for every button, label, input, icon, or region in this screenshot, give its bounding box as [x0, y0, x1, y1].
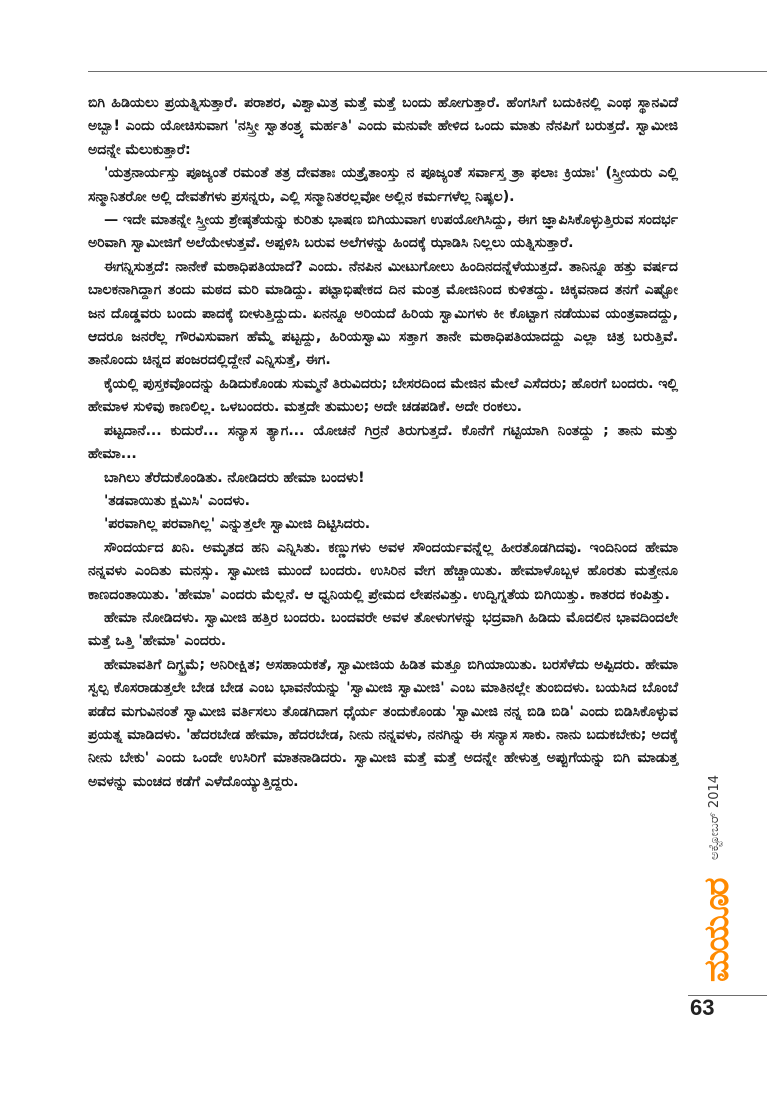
paragraph-text: ಬಾಗಿಲು ತೆರೆದುಕೊಂಡಿತು. ನೋಡಿದರು ಹೇಮಾ ಬಂದಳು! [104, 469, 365, 486]
paragraph-text: — ಇದೇ ಮಾತನ್ನೇ ಸ್ತ್ರೀಯ ಶ್ರೇಷ್ಠತೆಯನ್ನು ಕುರಿತು ಭಾಷಣ ಬಿಗಿಯುವಾಗ ಉಪಯೋಗಿಸಿದ್ದು, ಈಗ ಜ್ಞಾಪಿಸಿಕೊಳ್ಳುತ್ತಿರುವ ಸಂದರ್ಭ ಅರಿವಾಗಿ ಸ್ವಾಮೀಜಿಗೆ ಅಲೆಯೇಳುತ್ತವೆ. ಅಪ್ಪಳಿಸಿ ಬರುವ ಅಲೆಗಳನ್ನು ಹಿಂದಕ್ಕೆ ಝಾಡಿಸಿ ನಿಲ್ಲಲು ಯತ್ನಿಸುತ್ತಾರೆ. [88, 212, 678, 252]
paragraph-text: 'ತಡವಾಯಿತು ಕ್ಷಮಿಸಿ' ಎಂದಳು. [104, 492, 250, 509]
paragraph [88, 420, 678, 467]
paragraph-text: ಕೈಯಲ್ಲಿ ಪುಸ್ತಕವೊಂದನ್ನು ಹಿಡಿದುಕೊಂಡು ಸುಮ್ಮನೆ ತಿರುವಿದರು; ಬೇಸರದಿಂದ ಮೇಜಿನ ಮೇಲೆ ಎಸೆದರು; ಹೊರಗೆ ಬಂದರು. ಇಲ್ಲಿ ಹೇಮಾಳ ಸುಳಿವು ಕಾಣಲಿಲ್ಲ. ಒಳಬಂದರು. ಮತ್ತದೇ ತುಮುಲ; ಅದೇ ಚಡಪಡಿಕೆ. ಅದೇ ರಂಕಲು. [88, 375, 678, 416]
paragraph: ಬಿಗಿ ಹಿಡಿಯಲು ಪ್ರಯತ್ನಿಸುತ್ತಾರೆ. ಪರಾಶರ, ವಿಶ್ವಾಮಿತ್ರ ಮತ್ತೆ ಮತ್ತೆ ಬಂದು ಹೋಗುತ್ತಾರೆ. ಹೆಂಗಸಿಗೆ ಬದುಕಿನಲ್ಲಿ ಎಂಥ ಸ್ಥಾನವಿದೆ ಅಬ್ಬಾ! ಎಂದು ಯೋಚಿಸುವಾಗ 'ನಸ್ತ್ರೀ ಸ್ವಾತಂತ್ರ್ಯ ಮರ್ಹತಿ' ಎಂದು ಮನುವೇ ಹೇಳಿದ ಒಂದು ಮಾತು ನೆನಪಿಗೆ ಬರುತ್ತದೆ. ಸ್ವಾಮೀಜಿ ಅದನ್ನೇ ಮೆಲುಕುತ್ತಾರೆ: [88, 95, 678, 158]
paragraph-text: ಪಟ್ಟದಾನೆ... ಕುದುರೆ... ಸನ್ಯಾಸ ತ್ಯಾಗ... ಯೋಚನೆ ಗಿರ್ರನೆ ತಿರುಗುತ್ತದೆ. ಕೊನೆಗೆ ಗಟ್ಟಿಯಾಗಿ ನಿಂತದ್ದು ; ತಾನು ಮತ್ತು ಹೇಮಾ... [88, 422, 678, 463]
paragraph [88, 162, 678, 209]
top-rule [88, 71, 767, 72]
paragraph-text: ಹೇಮಾ ನೋಡಿದಳು. ಸ್ವಾಮೀಜಿ ಹತ್ತಿರ ಬಂದರು. ಬಂದವರೇ ಅವಳ ತೋಳುಗಳನ್ನು ಭದ್ರವಾಗಿ ಹಿಡಿದು ಮೊದಲಿನ ಭಾವದಿಂದಲೇ ಮತ್ತೆ ಒತ್ತಿ 'ಹೇಮಾ' ಎಂದರು. [88, 609, 678, 650]
paragraph [88, 490, 678, 513]
magazine-sidebar [685, 760, 735, 990]
paragraph [88, 537, 678, 607]
paragraph [88, 256, 678, 373]
paragraph-text: ಸೌಂದರ್ಯದ ಖನಿ. ಅಮೃತದ ಹನಿ ಎನ್ನಿಸಿತು. ಕಣ್ಣುಗಳು ಅವಳ ಸೌಂದರ್ಯವನ್ನೆಲ್ಲ ಹೀರತೊಡಗಿದವು. ಇಂದಿನಿಂದ ಹೇಮಾ ನನ್ನವಳು ಎಂದಿತು ಮನಸ್ಸು. ಸ್ವಾಮೀಜಿ ಮುಂದೆ ಬಂದರು. ಉಸಿರಿನ ವೇಗ ಹೆಚ್ಚಾಯಿತು. ಹೇಮಾಳೊಬ್ಬಳ ಹೊರತು ಮತ್ತೇನೂ ಕಾಣದಂತಾಯಿತು. 'ಹೇಮಾ' ಎಂದರು ಮೆಲ್ಲನೆ. ಆ ಧ್ವನಿಯಲ್ಲಿ ಪ್ರೇಮದ ಲೇಪನವಿತ್ತು. ಉದ್ವಿಗ್ನತೆಯ ಬಿಗಿಯಿತ್ತು. ಕಾತರದ ಕಂಪಿತ್ತು. [88, 539, 678, 603]
paragraph [88, 209, 678, 256]
article-body [88, 92, 678, 794]
paragraph [88, 373, 678, 420]
paragraph-text: 'ಪರವಾಗಿಲ್ಲ ಪರವಾಗಿಲ್ಲ' ಎನ್ನುತ್ತಲೇ ಸ್ವಾಮೀಜಿ ದಿಟ್ಟಿಸಿದರು. [104, 516, 371, 533]
issue-date: ಅಕ್ಟೋಬರ್ 2014 [707, 774, 722, 860]
paragraph-text: ಹೇಮಾವತಿಗೆ ದಿಗ್ಭ್ರಮೆ; ಅನಿರೀಕ್ಷಿತ; ಅಸಹಾಯಕತೆ, ಸ್ವಾಮೀಜಿಯ ಹಿಡಿತ ಮತ್ತೂ ಬಿಗಿಯಾಯಿತು. ಬರಸೆಳೆದು ಅಪ್ಪಿದರು. ಹೇಮಾ ಸ್ವಲ್ಪ ಕೊಸರಾಡುತ್ತಲೇ ಬೇಡ ಬೇಡ ಎಂಬ ಭಾವನೆಯನ್ನು 'ಸ್ವಾಮೀಜಿ ಸ್ವಾಮೀಜಿ' ಎಂಬ ಮಾತಿನಲ್ಲೇ ತುಂಬಿದಳು. ಬಯಸಿದ ಬೊಂಬೆ ಪಡೆದ ಮಗುವಿನಂತೆ ಸ್ವಾಮೀಜಿ ವರ್ತಿಸಲು ತೊಡಗಿದಾಗ ಧೈರ್ಯ ತಂದುಕೊಂಡು 'ಸ್ವಾಮೀಜಿ ನನ್ನ ಬಿಡಿ ಬಿಡಿ' ಎಂದು ಬಿಡಿಸಿಕೊಳ್ಳುವ ಪ್ರಯತ್ನ ಮಾಡಿದಳು. 'ಹೆದರಬೇಡ ಹೇಮಾ, ಹೆದರಬೇಡ, ನೀನು ನನ್ನವಳು, ನನಗಿನ್ನು ಈ ಸನ್ಯಾಸ ಸಾಕು. ನಾನು ಬದುಕಬೇಕು; ಅದಕ್ಕೆ ನೀನು ಬೇಕು' ಎಂದು ಒಂದೇ ಉಸಿರಿಗೆ ಮಾತನಾಡಿದರು. ಸ್ವಾಮೀಜಿ ಮತ್ತೆ ಮತ್ತೆ ಅದನ್ನೇ ಹೇಳುತ್ತ ಅಪ್ಪುಗೆಯನ್ನು ಬಿಗಿ ಮಾಡುತ್ತ ಅವಳನ್ನು ಮಂಚದ ಕಡೆಗೆ ಎಳೆದೊಯ್ಯುತ್ತಿದ್ದರು. [88, 656, 678, 790]
magazine-logo: ಮಯೂರ [697, 879, 737, 982]
paragraph [88, 467, 678, 490]
paragraph-text: 'ಯತ್ರನಾರ್ಯಸ್ತು ಪೂಜ್ಯಂತೆ ರಮಂತೆ ತತ್ರ ದೇವತಾಃ ಯತ್ರೈತಾಂಸ್ತು ನ ಪೂಜ್ಯಂತೆ ಸರ್ವಾಸ್ತ ತ್ರಾ ಫಲಾಃ ಕ್ರಿಯಾಃ' (ಸ್ತ್ರೀಯರು ಎಲ್ಲಿ ಸನ್ಮಾನಿತರೋ ಅಲ್ಲಿ ದೇವತೆಗಳು ಪ್ರಸನ್ನರು, ಎಲ್ಲಿ ಸನ್ಮಾನಿತರಲ್ಲವೋ ಅಲ್ಲಿನ ಕರ್ಮಗಳೆಲ್ಲ ನಿಷ್ಫಲ). [88, 165, 678, 205]
page-number: 63 [690, 995, 715, 1020]
paragraph-text: ಈಗನ್ನಿಸುತ್ತದೆ: ನಾನೇಕೆ ಮಠಾಧಿಪತಿಯಾದೆ? ಎಂದು. ನೆನಪಿನ ಮೀಟುಗೋಲು ಹಿಂದಿನದನ್ನೆಳೆಯುತ್ತದೆ. ತಾನಿನ್ನೂ ಹತ್ತು ವರ್ಷದ ಬಾಲಕನಾಗಿದ್ದಾಗ ತಂದು ಮಠದ ಮರಿ ಮಾಡಿದ್ದು. ಪಟ್ಟಾಭಿಷೇಕದ ದಿನ ಮಂತ್ರ ಮೋಜಿನಿಂದ ಕುಳಿತದ್ದು. ಚಿಕ್ಕವನಾದ ತನಗೆ ಎಷ್ಟೋ ಜನ ದೊಡ್ಡವರು ಬಂದು ಪಾದಕ್ಕೆ ಬೀಳುತ್ತಿದ್ದುದು. ಏನನ್ನೂ ಅರಿಯದೆ ಹಿರಿಯ ಸ್ವಾಮಿಗಳು ಕೀ ಕೊಟ್ಟಾಗ ನಡೆಯುವ ಯಂತ್ರವಾದದ್ದು, ಆದರೂ ಜನರೆಲ್ಲ ಗೌರವಿಸುವಾಗ ಹೆಮ್ಮೆ ಪಟ್ಟದ್ದು, ಹಿರಿಯಸ್ವಾಮಿ ಸತ್ತಾಗ ತಾನೇ ಮಠಾಧಿಪತಿಯಾದದ್ದು ಎಲ್ಲಾ ಚಿತ್ರ ಬರುತ್ತಿವೆ. ತಾನೊಂದು ಚಿನ್ನದ ಪಂಜರದಲ್ಲಿದ್ದೇನೆ ಎನ್ನಿಸುತ್ತೆ, ಈಗ. [88, 258, 678, 369]
paragraph [88, 607, 678, 654]
paragraph [88, 654, 678, 794]
paragraph [88, 513, 678, 536]
